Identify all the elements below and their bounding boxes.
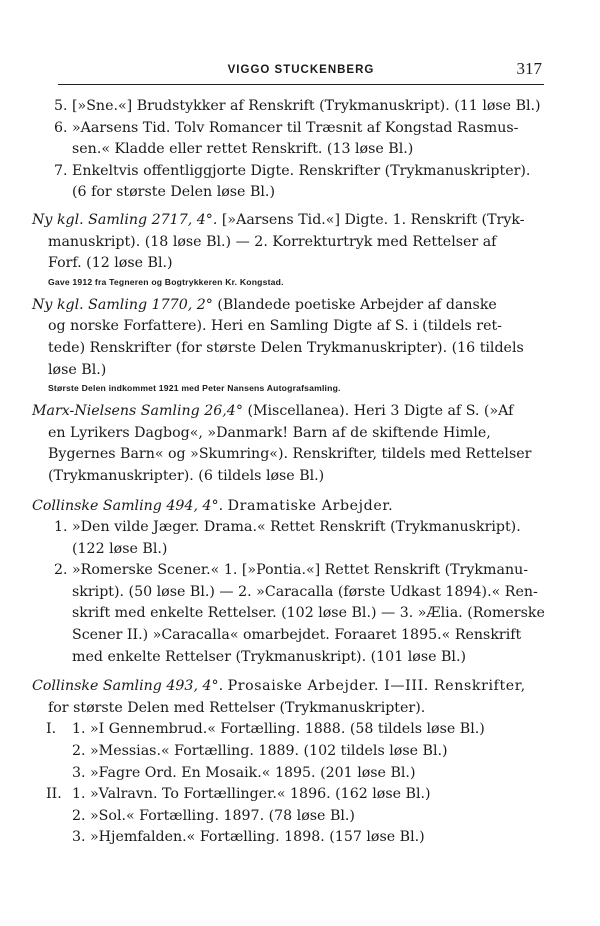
item-text: med enkelte Rettelser (Trykmanuskript). (101 løse Bl.)	[72, 648, 467, 665]
entry-text: Forf. (12 løse Bl.)	[48, 255, 173, 272]
list-item	[32, 806, 548, 828]
item-text: »Valravn. To Fortællinger.« 1896. (162 løse Bl.)	[90, 786, 431, 803]
entry-text: [»Aarsens Tid.«] Digte. 1. Renskrift (Tryk-	[221, 211, 525, 228]
list-item	[32, 118, 548, 161]
collection-entry	[32, 295, 548, 395]
item-number: 6.	[54, 119, 68, 136]
item-number: 3.	[72, 829, 86, 846]
item-text: (122 løse Bl.)	[72, 540, 168, 557]
collection-heading: Collinske Samling 494, 4°.	[32, 497, 224, 514]
list-item	[32, 784, 548, 806]
item-text: sen.« Kladde eller rettet Renskrift. (13 løse Bl.)	[72, 141, 414, 158]
running-title: VIGGO STUCKENBERG	[227, 64, 375, 76]
entry-text: (Blandede poetiske Arbejder af danske	[217, 296, 497, 313]
item-text: »I Gennembrud.« Fortælling. 1888. (58 tildels løse Bl.)	[90, 721, 485, 738]
collection-heading: Ny kgl. Samling 2717, 4°.	[32, 211, 218, 228]
item-text: skrift med enkelte Rettelser. (102 løse Bl.) — 3. »Ælia. (Romerske	[72, 605, 545, 622]
collection-heading: Collinske Samling 493, 4°.	[32, 678, 224, 695]
list-item	[32, 96, 548, 118]
entry-text: Prosaiske Arbejder. I—III. Renskrifter,	[227, 678, 526, 695]
list-item	[32, 517, 548, 560]
item-number: 1.	[72, 786, 86, 803]
item-number: 3.	[72, 764, 86, 781]
list-item	[32, 161, 548, 204]
running-header	[58, 60, 544, 85]
item-text: »Aarsens Tid. Tolv Romancer til Træsnit af Kongstad Rasmus-	[72, 119, 519, 136]
entry-text: manuskript). (18 løse Bl.) — 2. Korrekturtryk med Rettelser af	[48, 233, 497, 250]
item-text: Enkeltvis offentliggjorte Digte. Renskrifter (Trykmanuskripter).	[72, 162, 531, 179]
item-number: 7.	[54, 162, 68, 179]
item-number: 1.	[72, 721, 86, 738]
entry-text: og norske Forfattere). Heri en Samling Digte af S. i (tildels ret-	[48, 318, 502, 335]
list-item	[32, 827, 548, 849]
item-number: 2.	[72, 743, 86, 760]
list-item	[32, 763, 548, 785]
entry-text: en Lyrikers Dagbog«, »Danmark! Barn af de skiftende Himle,	[48, 424, 491, 441]
provenance-note: Gave 1912 fra Tegneren og Bogtrykkeren Kr. Kongstad.	[48, 276, 284, 287]
item-text: skript). (50 løse Bl.) — 2. »Caracalla (første Udkast 1894).« Ren-	[72, 583, 538, 600]
collection-entry	[32, 496, 548, 669]
entry-text: tede) Renskrifter (for største Delen Trykmanuskripter). (16 tildels	[48, 339, 524, 356]
provenance-note: Største Delen indkommet 1921 med Peter Nansens Autografsamling.	[48, 383, 341, 394]
entry-text: løse Bl.)	[48, 361, 107, 378]
collection-heading: Marx-Nielsens Samling 26,4°	[32, 403, 243, 420]
item-number: 1.	[54, 519, 68, 536]
roman-numeral: I.	[46, 721, 57, 738]
collection-entry	[32, 676, 548, 849]
roman-numeral: II.	[46, 786, 62, 803]
list-item	[32, 719, 548, 741]
entry-text: Bygernes Barn« og »Skumring«). Renskrifter, tildels med Rettelser	[48, 446, 532, 463]
collection-heading: Ny kgl. Samling 1770, 2°	[32, 296, 213, 313]
page-body	[32, 96, 548, 849]
entry-text: (Trykmanuskripter). (6 tildels løse Bl.)	[48, 467, 325, 484]
entry-text: (Miscellanea). Heri 3 Digte af S. (»Af	[247, 403, 514, 420]
item-text: »Fagre Ord. En Mosaik.« 1895. (201 løse Bl.)	[90, 764, 416, 781]
list-item	[32, 741, 548, 763]
item-text: Scener II.) »Caracalla« omarbejdet. Foraaret 1895.« Renskrift	[72, 627, 522, 644]
list-item	[32, 560, 548, 668]
item-text: »Sol.« Fortælling. 1897. (78 løse Bl.)	[90, 807, 355, 824]
page-number: 317	[516, 59, 542, 78]
collection-entry	[32, 210, 548, 289]
item-number: 5.	[54, 98, 68, 114]
entry-text: Dramatiske Arbejder.	[227, 497, 394, 514]
item-text: »Messias.« Fortælling. 1889. (102 tildels løse Bl.)	[90, 743, 448, 760]
item-text: »Den vilde Jæger. Drama.« Rettet Renskrift (Trykmanuskript).	[72, 519, 521, 536]
item-text: »Romerske Scener.« 1. [»Pontia.«] Rettet Renskrift (Trykmanu-	[72, 562, 529, 579]
item-text: »Hjemfalden.« Fortælling. 1898. (157 løse Bl.)	[90, 829, 425, 846]
entry-text: for største Delen med Rettelser (Trykmanuskripter).	[48, 699, 426, 716]
item-text: (6 for største Delen løse Bl.)	[72, 184, 275, 201]
item-number: 2.	[72, 807, 86, 824]
item-text: [»Sne.«] Brudstykker af Renskrift (Trykmanuskript). (11 løse Bl.)	[72, 98, 541, 114]
collection-entry	[32, 401, 548, 487]
item-number: 2.	[54, 562, 68, 579]
